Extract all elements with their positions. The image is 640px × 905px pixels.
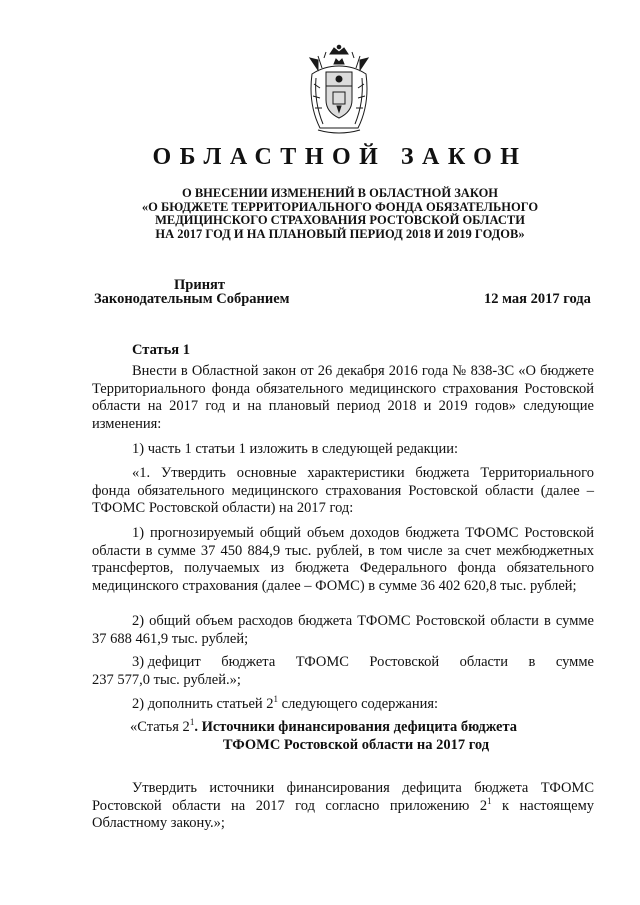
new-article-number: «Статья 2 [130,719,190,735]
word: области [459,654,509,670]
superscript: 1 [273,694,279,704]
deficit-first-line [92,654,594,672]
word: 3) дефицит [132,654,201,670]
word: в [528,654,536,670]
article-1-intro: Внести в Областной закон от 26 декабря 2016 года № 838-ЗС «О бюджете Территориального фонда обязательного медицинского страхования Ростовской области на 2017 год и на плановый период 2018 и 2019 годов» следующие изменения: [92,363,594,432]
law-subtitle [100,187,580,241]
new-article-heading [130,719,570,755]
amendment-item-2 [92,696,594,714]
new-article-title: . Источники финансирования дефицита бюджета [194,719,518,735]
adopted-label: Принят [174,277,226,293]
subitem-deficit [92,654,594,689]
new-article-text: Утвердить источники финансирования дефицита бюджета ТФОМС Ростовской области на 2017 год согласно приложению 2 [92,780,594,814]
subtitle-line: НА 2017 ГОД И НА ПЛАНОВЫЙ ПЕРИОД 2018 И 2019 ГОДОВ» [155,226,525,241]
article-1-heading: Статья 1 [132,342,190,358]
subtitle-line: МЕДИЦИНСКОГО СТРАХОВАНИЯ РОСТОВСКОЙ ОБЛАСТИ [155,213,525,227]
amendment-item-1: 1) часть 1 статьи 1 изложить в следующей редакции: [132,441,458,457]
adoption-date: 12 мая 2017 года [484,291,591,307]
word: бюджета [221,654,276,670]
adopted-by-label: Законодательным Собранием [94,291,290,307]
subtitle-line: О ВНЕСЕНИИ ИЗМЕНЕНИЙ В ОБЛАСТНОЙ ЗАКОН [181,186,499,200]
coat-of-arms-icon [304,44,374,136]
deficit-amount: 237 577,0 тыс. рублей.»; [92,671,241,688]
subtitle-line: «О БЮДЖЕТЕ ТЕРРИТОРИАЛЬНОГО ФОНДА ОБЯЗАТЕЛЬНОГО [141,199,539,214]
subitem-expenditures: 2) общий объем расходов бюджета ТФОМС Ростовской области в сумме 37 688 461,9 тыс. рублей; [92,613,594,647]
new-article-title-line2: ТФОМС Ростовской области на 2017 год [222,736,490,753]
word: Ростовской [369,654,440,670]
superscript: 1 [487,795,492,806]
new-article-body [92,780,594,833]
word: сумме [555,654,594,670]
subitem-revenues: 1) прогнозируемый общий объем доходов бюджета ТФОМС Ростовской области в сумме 37 450 884,9 тыс. рублей, в том числе за счет межбюджетных трансфертов, получаемых из бюджета Федерального фонда обязательного медицинского страхования (далее – ФОМС) в сумме 36 402 620,8 тыс. рублей; [92,525,594,594]
quoted-part-1: «1. Утвердить основные характеристики бюджета Территориального фонда обязательного медицинского страхования Ростовской области (далее – ТФОМС Ростовской области) на 2017 год: [92,465,594,517]
superscript: 1 [189,717,195,727]
word: ТФОМС [295,654,349,670]
item2-text-end: следующего содержания: [278,696,439,712]
item2-text: 2) дополнить статьей 2 [132,696,274,712]
law-title: ОБЛАСТНОЙ ЗАКОН [152,144,528,170]
new-article-text-end: к настоящему Областному закону.»; [92,797,594,832]
